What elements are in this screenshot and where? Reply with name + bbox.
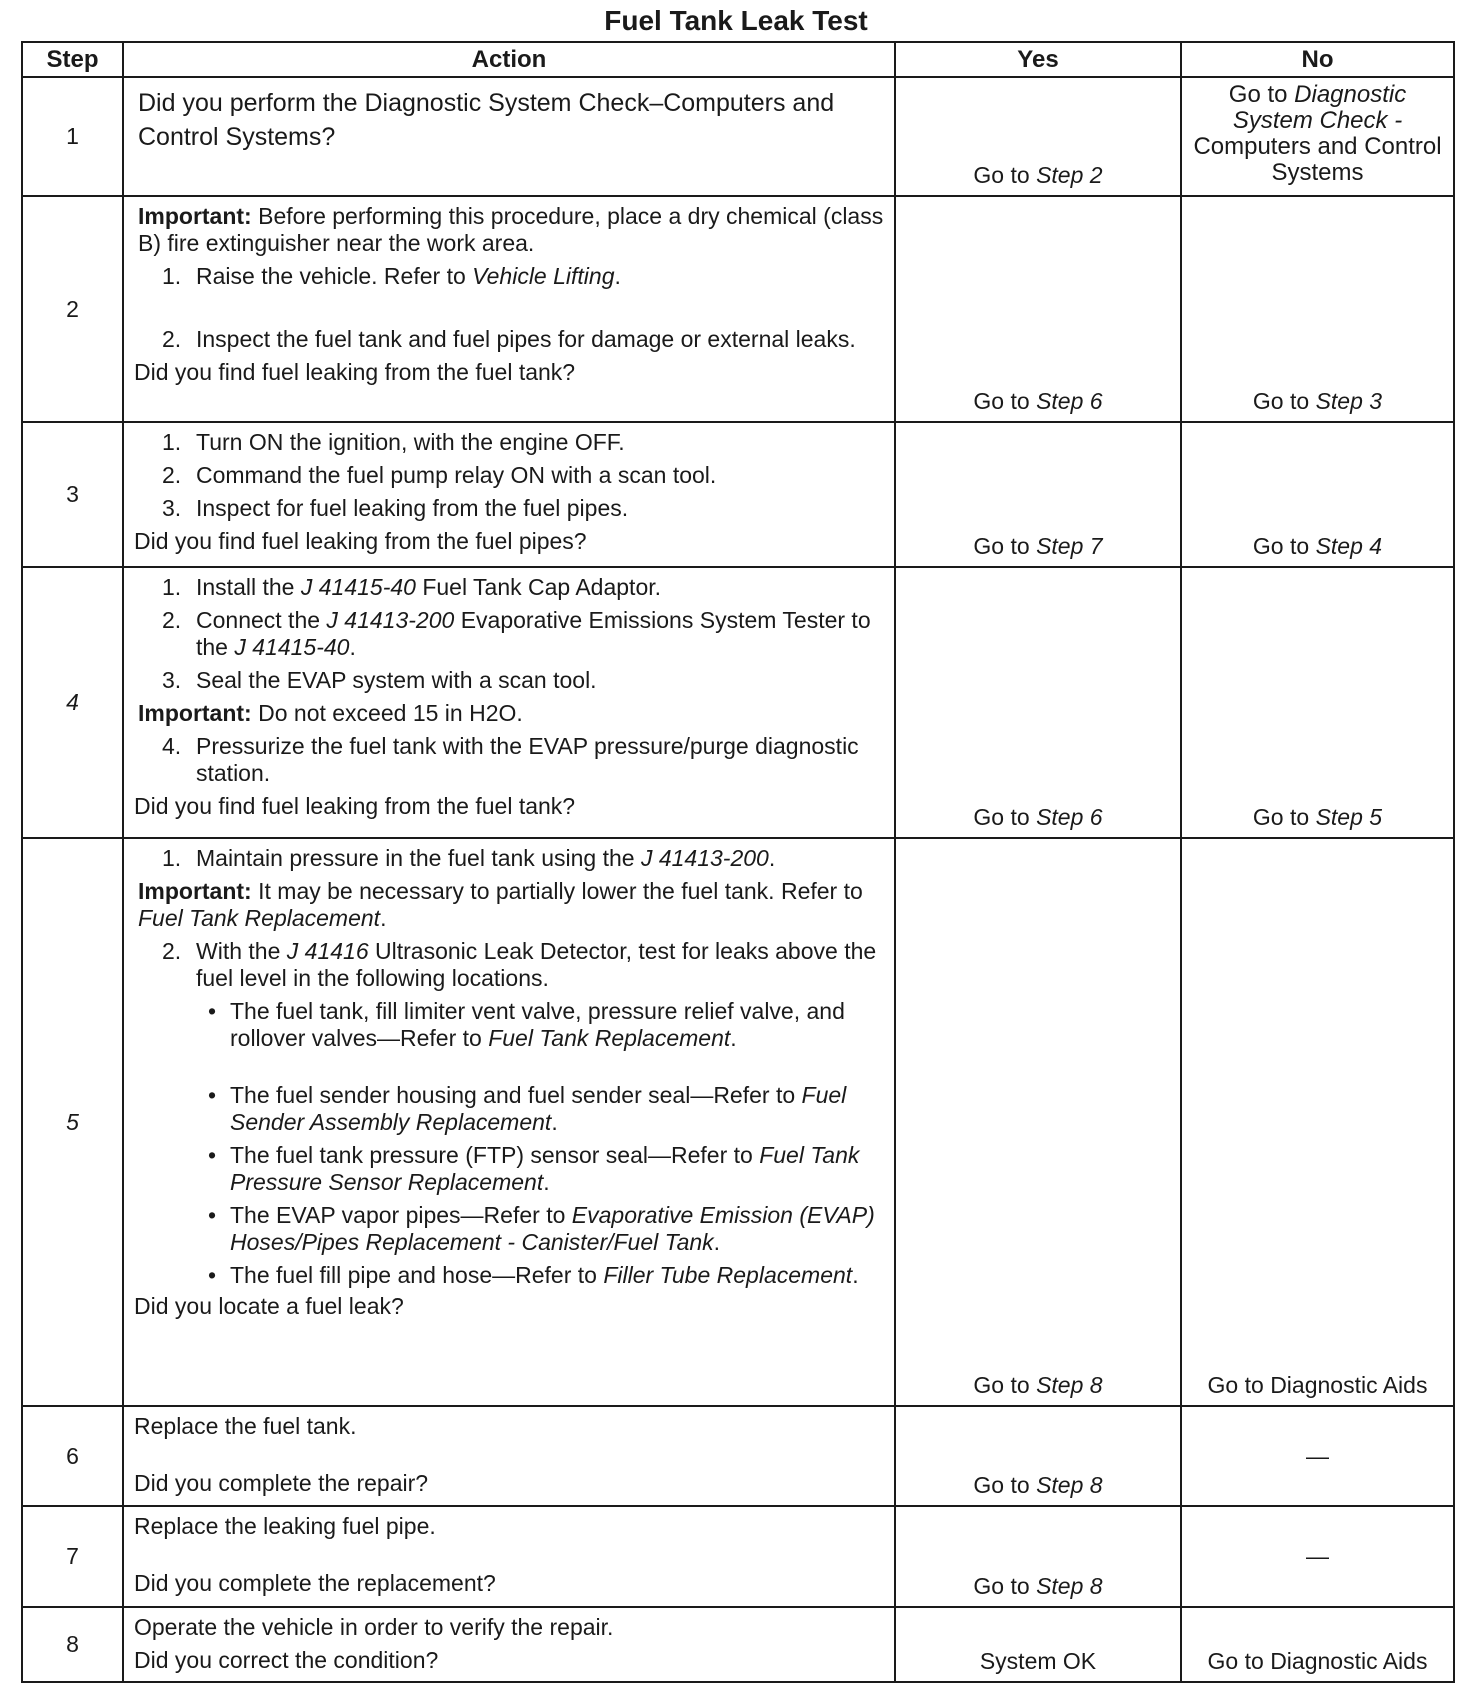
punctuation: . bbox=[543, 1169, 550, 1195]
step-action bbox=[123, 1506, 895, 1607]
item-number: 1. bbox=[162, 574, 182, 600]
item-text: Inspect the fuel tank and fuel pipes for damage or external leaks. bbox=[196, 326, 856, 352]
list-item bbox=[134, 733, 884, 787]
step-number: 4 bbox=[22, 567, 123, 838]
item-text: Command the fuel pump relay ON with a scan tool. bbox=[196, 462, 717, 488]
important-note bbox=[134, 203, 884, 257]
item-text: The fuel tank, fill limiter vent valve, pressure relief valve, and rollover valves—Refer to bbox=[230, 998, 845, 1051]
yes-result bbox=[895, 567, 1181, 838]
item-number: 1. bbox=[162, 845, 182, 871]
important-note bbox=[134, 878, 884, 932]
step-instruction: Operate the vehicle in order to verify the repair. bbox=[134, 1614, 614, 1640]
bullet: • bbox=[208, 1202, 217, 1228]
step-row-1 bbox=[22, 77, 1454, 196]
tool-ref: J 41413-200 bbox=[326, 607, 455, 633]
punctuation: . bbox=[614, 263, 621, 289]
step-row-8 bbox=[22, 1607, 1454, 1682]
list-item bbox=[134, 574, 884, 601]
item-number: 1. bbox=[162, 263, 182, 289]
step-question: Did you find fuel leaking from the fuel pipes? bbox=[134, 528, 587, 554]
bullet-item bbox=[134, 1262, 884, 1289]
important-label: Important: bbox=[138, 700, 252, 726]
step-number: 6 bbox=[22, 1406, 123, 1506]
header-row bbox=[22, 42, 1454, 77]
bullet: • bbox=[208, 1262, 217, 1288]
item-text: The fuel fill pipe and hose—Refer to bbox=[230, 1262, 597, 1288]
tool-ref: J 41416 bbox=[286, 938, 369, 964]
item-number: 1. bbox=[162, 429, 182, 455]
step-row-7 bbox=[22, 1506, 1454, 1607]
header-step: Step bbox=[22, 42, 123, 77]
important-text: It may be necessary to partially lower the fuel tank. Refer to bbox=[258, 878, 863, 904]
punctuation: . bbox=[852, 1262, 859, 1288]
yes-result bbox=[895, 1406, 1181, 1506]
list-item bbox=[134, 429, 884, 456]
header-yes: Yes bbox=[895, 42, 1181, 77]
diagnostic-aids-link[interactable]: Go to Diagnostic Aids bbox=[1207, 1648, 1428, 1674]
procedure-link[interactable]: Evaporative Emission (EVAP) Hoses/Pipes Replacement - Canister/Fuel Tank bbox=[230, 1202, 875, 1255]
result-prefix: Go to bbox=[973, 1573, 1030, 1599]
step-number: 3 bbox=[22, 422, 123, 567]
yes-result bbox=[895, 838, 1181, 1406]
result-prefix: Go to bbox=[973, 162, 1030, 188]
step-number: 1 bbox=[22, 77, 123, 196]
item-text: Install the bbox=[196, 574, 295, 600]
punctuation: . bbox=[713, 1229, 721, 1255]
punctuation: . bbox=[730, 1025, 737, 1051]
procedure-link[interactable]: Fuel Tank Pressure Sensor Replacement bbox=[230, 1142, 860, 1195]
yes-result bbox=[895, 422, 1181, 567]
result-prefix: Go to bbox=[973, 1372, 1030, 1398]
result-prefix: Go to bbox=[1252, 804, 1310, 830]
step-question: Did you correct the condition? bbox=[134, 1647, 439, 1673]
step-link[interactable]: Step 3 bbox=[1315, 388, 1383, 414]
diagnostic-check-link[interactable]: Diagnostic System Check - bbox=[1232, 80, 1407, 134]
item-text: Ultrasonic Leak Detector, test for leaks above the fuel level in the following locations. bbox=[196, 938, 877, 991]
result-prefix: Go to bbox=[973, 533, 1030, 559]
step-question: Did you find fuel leaking from the fuel tank? bbox=[134, 359, 576, 385]
tool-ref: J 41413-200 bbox=[640, 845, 769, 871]
important-label: Important: bbox=[138, 203, 252, 229]
procedure-link[interactable]: Fuel Tank Replacement bbox=[488, 1025, 731, 1051]
tool-ref: J 41415-40 bbox=[234, 634, 350, 660]
bullet: • bbox=[208, 1142, 217, 1168]
item-text: Pressurize the fuel tank with the EVAP pressure/purge diagnostic station. bbox=[196, 733, 859, 786]
step-row-4 bbox=[22, 567, 1454, 838]
no-result bbox=[1181, 196, 1454, 422]
step-action bbox=[123, 422, 895, 567]
step-row-6 bbox=[22, 1406, 1454, 1506]
bullet-item bbox=[134, 1202, 884, 1256]
step-link[interactable]: Step 8 bbox=[1036, 1472, 1103, 1498]
step-number: 8 bbox=[22, 1607, 123, 1682]
item-number: 4. bbox=[162, 733, 182, 759]
procedure-link[interactable]: Filler Tube Replacement bbox=[603, 1262, 853, 1288]
bullet: • bbox=[208, 1082, 217, 1108]
step-link[interactable]: Step 8 bbox=[1036, 1372, 1103, 1398]
step-question: Did you complete the replacement? bbox=[134, 1570, 496, 1596]
no-result bbox=[1181, 422, 1454, 567]
item-number: 2. bbox=[162, 462, 182, 488]
step-link[interactable]: Step 8 bbox=[1036, 1573, 1103, 1599]
yes-result bbox=[895, 196, 1181, 422]
no-result bbox=[1181, 1406, 1454, 1506]
tool-ref: J 41415-40 bbox=[300, 574, 416, 600]
list-item bbox=[134, 607, 884, 661]
result-prefix: Go to bbox=[1252, 533, 1310, 559]
item-text: The fuel tank pressure (FTP) sensor seal—Refer to bbox=[230, 1142, 753, 1168]
result-prefix: Go to bbox=[973, 804, 1030, 830]
step-action bbox=[123, 1607, 895, 1682]
no-result bbox=[1181, 77, 1454, 196]
result-prefix: Go to bbox=[973, 388, 1030, 414]
step-number: 7 bbox=[22, 1506, 123, 1607]
item-text: Seal the EVAP system with a scan tool. bbox=[196, 667, 597, 693]
step-action bbox=[123, 77, 895, 196]
list-item bbox=[134, 326, 884, 353]
important-text: Before performing this procedure, place a dry chemical (class B) fire extinguisher near the work area. bbox=[138, 203, 884, 256]
step-instruction: Replace the leaking fuel pipe. bbox=[134, 1513, 436, 1539]
result-prefix: Go to bbox=[1228, 80, 1288, 108]
item-number: 2. bbox=[162, 607, 182, 633]
punctuation: . bbox=[768, 845, 776, 871]
no-result bbox=[1181, 567, 1454, 838]
result-prefix: Go to bbox=[1252, 388, 1310, 414]
item-number: 2. bbox=[162, 938, 182, 964]
bullet-item bbox=[134, 1142, 884, 1196]
step-action bbox=[123, 567, 895, 838]
list-item bbox=[134, 263, 884, 290]
no-result bbox=[1181, 1607, 1454, 1682]
item-number: 3. bbox=[162, 667, 182, 693]
item-text: Maintain pressure in the fuel tank using the bbox=[196, 845, 635, 871]
important-label: Important: bbox=[138, 878, 252, 904]
diagnostic-aids-link[interactable]: Go to Diagnostic Aids bbox=[1207, 1372, 1428, 1398]
item-text: Turn ON the ignition, with the engine OFF. bbox=[196, 429, 625, 455]
step-link[interactable]: Step 5 bbox=[1315, 804, 1383, 830]
result-suffix: Computers and Control Systems bbox=[1193, 132, 1442, 186]
punctuation: . bbox=[349, 634, 356, 660]
item-number: 2. bbox=[162, 326, 182, 352]
bullet: • bbox=[208, 998, 217, 1024]
empty-dash: — bbox=[1306, 1543, 1329, 1569]
list-item bbox=[134, 938, 884, 992]
item-text: Inspect for fuel leaking from the fuel pipes. bbox=[196, 495, 629, 521]
punctuation: . bbox=[380, 905, 387, 931]
header-no: No bbox=[1181, 42, 1454, 77]
step-action bbox=[123, 1406, 895, 1506]
item-number: 3. bbox=[162, 495, 182, 521]
item-text: Fuel Tank Cap Adaptor. bbox=[422, 574, 662, 600]
step-number: 5 bbox=[22, 838, 123, 1406]
yes-result: System OK bbox=[895, 1607, 1181, 1682]
yes-result bbox=[895, 77, 1181, 196]
bullet-item bbox=[134, 1082, 884, 1136]
no-result bbox=[1181, 1506, 1454, 1607]
step-question: Did you locate a fuel leak? bbox=[134, 1293, 404, 1319]
step-link[interactable]: Step 6 bbox=[1036, 804, 1103, 830]
procedure-link[interactable]: Vehicle Lifting bbox=[472, 263, 615, 289]
item-text: With the bbox=[196, 938, 281, 964]
step-question: Did you complete the repair? bbox=[134, 1470, 429, 1496]
bullet-item bbox=[134, 998, 884, 1052]
step-question: Did you perform the Diagnostic System Check–Computers and Control Systems? bbox=[138, 89, 835, 151]
procedure-link[interactable]: Fuel Tank Replacement bbox=[138, 905, 381, 931]
item-text: Evaporative Emissions System Tester to the bbox=[196, 607, 871, 660]
step-row-2 bbox=[22, 196, 1454, 422]
important-note bbox=[134, 700, 884, 727]
item-text: Connect the bbox=[196, 607, 321, 633]
step-row-5 bbox=[22, 838, 1454, 1406]
step-action bbox=[123, 196, 895, 422]
step-number: 2 bbox=[22, 196, 123, 422]
empty-dash: — bbox=[1306, 1442, 1329, 1469]
step-link[interactable]: Step 2 bbox=[1036, 162, 1103, 188]
punctuation: . bbox=[551, 1109, 558, 1135]
item-text: Raise the vehicle. Refer to bbox=[196, 263, 466, 289]
list-item bbox=[134, 667, 884, 694]
step-link[interactable]: Step 4 bbox=[1315, 533, 1383, 559]
important-text: Do not exceed 15 in H2O. bbox=[258, 700, 523, 726]
step-action bbox=[123, 838, 895, 1406]
step-link[interactable]: Step 7 bbox=[1036, 533, 1103, 559]
step-link[interactable]: Step 6 bbox=[1036, 388, 1103, 414]
document-title: Fuel Tank Leak Test bbox=[604, 5, 868, 36]
step-row-3 bbox=[22, 422, 1454, 567]
result-prefix: Go to bbox=[973, 1472, 1030, 1498]
step-question: Did you find fuel leaking from the fuel tank? bbox=[134, 793, 576, 819]
item-text: The EVAP vapor pipes—Refer to bbox=[230, 1202, 566, 1228]
header-action: Action bbox=[123, 42, 895, 77]
yes-result bbox=[895, 1506, 1181, 1607]
step-instruction: Replace the fuel tank. bbox=[134, 1413, 357, 1439]
no-result bbox=[1181, 838, 1454, 1406]
list-item bbox=[134, 495, 884, 522]
leak-test-table bbox=[21, 41, 1455, 1683]
list-item bbox=[134, 845, 884, 872]
item-text: The fuel sender housing and fuel sender seal—Refer to bbox=[230, 1082, 796, 1108]
list-item bbox=[134, 462, 884, 489]
procedure-link[interactable]: Fuel Sender Assembly Replacement bbox=[230, 1082, 847, 1135]
